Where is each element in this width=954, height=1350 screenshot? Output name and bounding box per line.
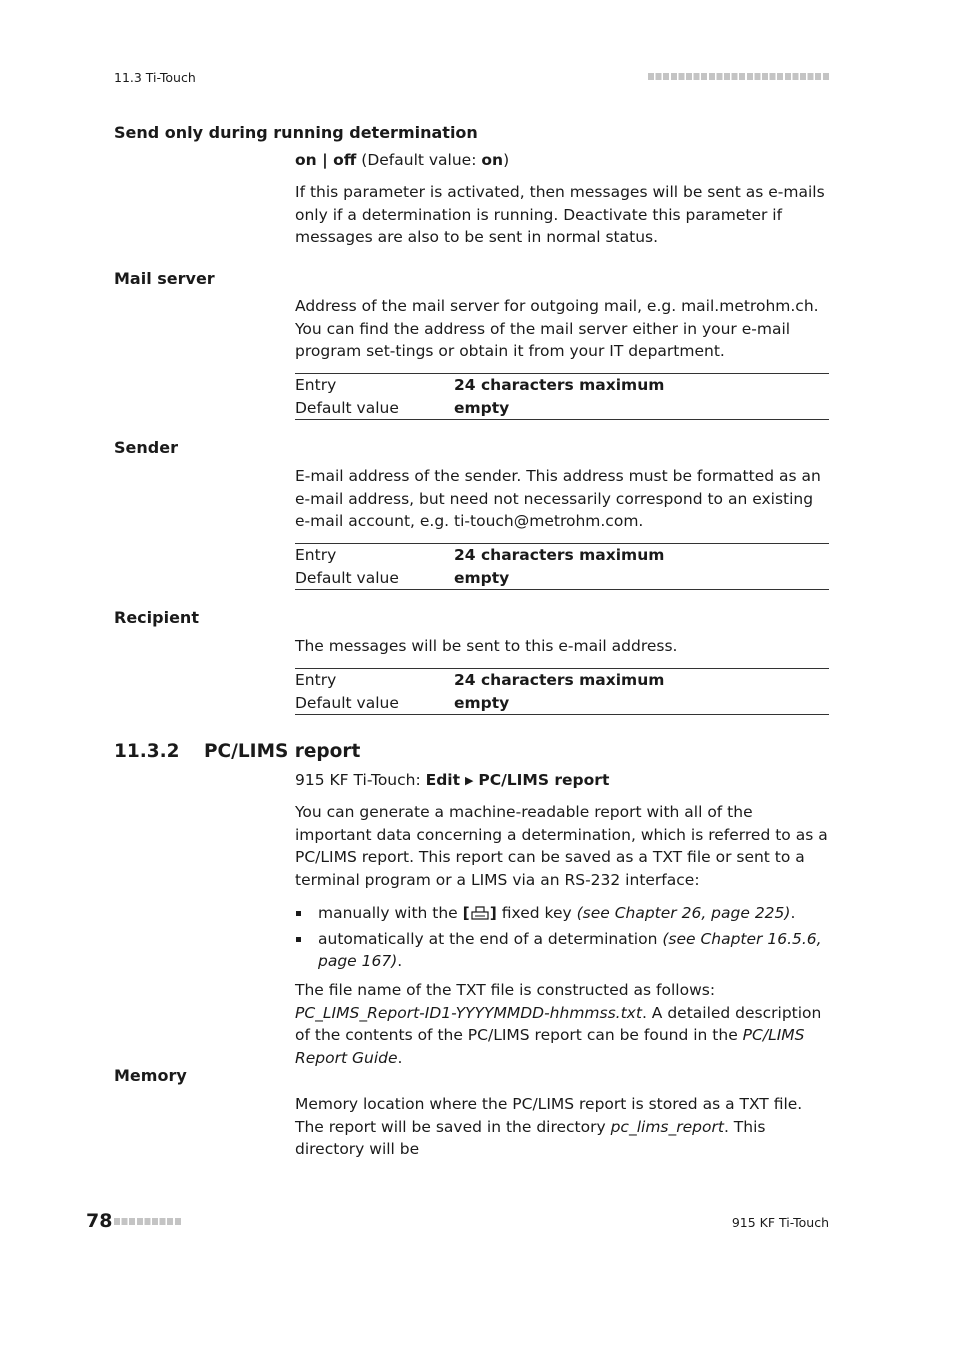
default-suffix: ): [503, 151, 510, 169]
entry-value: 24 characters maximum: [454, 546, 665, 564]
default-value: on: [481, 151, 504, 169]
navigation-path: [295, 769, 829, 793]
chapter-reference-link[interactable]: (see Chapter 16.5.6, page 167): [318, 929, 822, 971]
guide-title: PC/LIMS Report Guide: [295, 1026, 805, 1067]
nav-edit: Edit: [425, 771, 461, 789]
send-only-description: If this parameter is activated, then messages will be sent as e-mails only if a determination is running. Deactivate this parameter if messages are also to be sent in normal status.: [295, 183, 825, 247]
default-value: empty: [454, 693, 510, 712]
table-row: [295, 567, 829, 590]
entry-value: 24 characters maximum: [454, 376, 665, 394]
table-row: [295, 374, 829, 397]
options-text: on | off: [295, 151, 357, 169]
page-number: 78: [86, 1210, 113, 1232]
entry-value: 24 characters maximum: [454, 671, 665, 689]
pc-lims-bullets: [295, 902, 829, 973]
default-label: Default value: [295, 398, 399, 417]
mail-server-description: Address of the mail server for outgoing mail, e.g. mail.metrohm.ch. You can find the address of the mail server either in your e-mail program set-tings or obtain it from your IT department.: [295, 297, 819, 361]
default-prefix: (Default value:: [356, 151, 482, 169]
entry-label: Entry: [295, 671, 337, 689]
recipient-description: The messages will be sent to this e-mail address.: [295, 637, 678, 655]
table-row: [295, 692, 829, 715]
entry-label: Entry: [295, 546, 337, 564]
running-header-section: 11.3 Ti-Touch: [114, 70, 196, 85]
param-title-send-only: Send only during running determination: [114, 123, 478, 142]
param-title-recipient: Recipient: [114, 608, 199, 627]
default-value: empty: [454, 568, 510, 587]
param-title-sender: Sender: [114, 438, 178, 457]
table-row: [295, 397, 829, 420]
recipient-table: [295, 668, 829, 715]
bracket-open: [: [462, 904, 470, 922]
footer-product-name: 915 KF Ti-Touch: [731, 1215, 829, 1230]
chapter-reference-link[interactable]: (see Chapter 26, page 225): [576, 904, 791, 922]
directory-name: pc_lims_report: [610, 1117, 724, 1136]
default-label: Default value: [295, 693, 399, 712]
send-only-options: [295, 149, 829, 172]
sender-description: E-mail address of the sender. This address must be formatted as an e-mail address, but need not necessarily correspond to an existing e-mail account, e.g. ti-touch@metrohm.com.: [295, 467, 821, 531]
nav-target: PC/LIMS report: [478, 771, 610, 789]
mail-server-table: [295, 373, 829, 420]
header-decoration-bar: [648, 73, 829, 80]
default-value: empty: [454, 398, 510, 417]
list-item: automatically at the end of a determination (see Chapter 16.5.6, page 167).: [295, 928, 829, 973]
nav-arrow-icon: ▶: [464, 774, 474, 787]
memory-description: Memory location where the PC/LIMS report is stored as a TXT file. The report will be saved in the directory pc_lims_report. This directory will be: [295, 1095, 803, 1159]
print-icon: [470, 905, 490, 928]
bracket-close: ]: [489, 904, 497, 922]
table-row: [295, 544, 829, 567]
footer-decoration-bar: [114, 1218, 182, 1225]
table-row: [295, 669, 829, 692]
param-title-memory: Memory: [114, 1066, 187, 1085]
sender-table: [295, 543, 829, 590]
list-item: manually with the [ ] fixed key (see Chapter 26, page 225).: [295, 902, 829, 928]
filename-paragraph: The file name of the TXT file is constructed as follows: PC_LIMS_Report-ID1-YYYYMMDD-hhmmss.txt. A detailed description of the contents of the PC/LIMS report can be found in the PC/LIMS Report Guide.: [295, 981, 822, 1067]
pc-lims-intro: You can generate a machine-readable report with all of the important data concerning a determination, which is referred to as a PC/LIMS report. This report can be saved as a TXT file or sent to a terminal program or a LIMS via an RS-232 interface:: [295, 803, 828, 889]
section-number: 11.3.2: [114, 741, 180, 762]
nav-prefix: 915 KF Ti-Touch:: [295, 771, 426, 789]
filename-pattern: PC_LIMS_Report-ID1-YYYYMMDD-hhmmss.txt: [295, 1003, 642, 1022]
entry-label: Entry: [295, 376, 337, 394]
default-label: Default value: [295, 568, 399, 587]
section-title: PC/LIMS report: [204, 741, 361, 762]
param-title-mail-server: Mail server: [114, 269, 215, 288]
